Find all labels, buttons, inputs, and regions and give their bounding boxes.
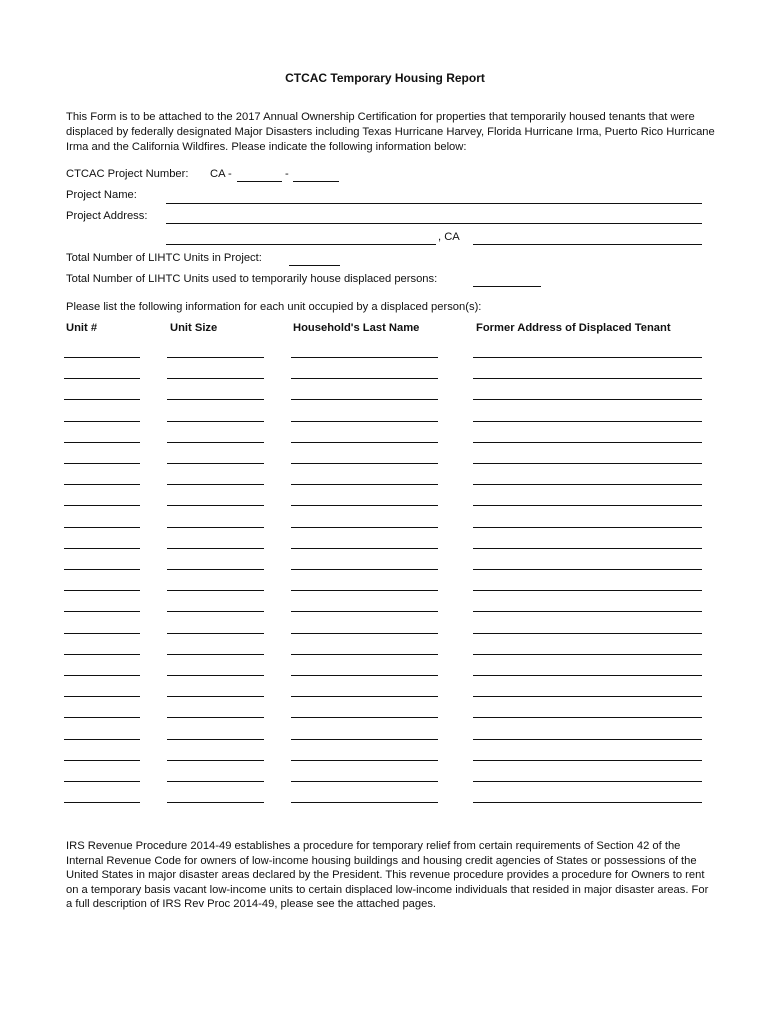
- household-name-input[interactable]: [291, 789, 438, 803]
- former-address-input[interactable]: [473, 789, 702, 803]
- unit-size-input[interactable]: [167, 365, 264, 379]
- household-name-input[interactable]: [291, 768, 438, 782]
- unit-input[interactable]: [64, 789, 140, 803]
- unit-input[interactable]: [64, 577, 140, 591]
- household-name-input[interactable]: [291, 556, 438, 570]
- household-name-input[interactable]: [291, 386, 438, 400]
- former-address-input[interactable]: [473, 408, 702, 422]
- project-number-part2-input[interactable]: [293, 168, 339, 182]
- unit-size-input[interactable]: [167, 556, 264, 570]
- household-name-input[interactable]: [291, 726, 438, 740]
- former-address-input[interactable]: [473, 344, 702, 358]
- total-units-label: Total Number of LIHTC Units in Project:: [66, 252, 262, 264]
- unit-input[interactable]: [64, 514, 140, 528]
- unit-input[interactable]: [64, 598, 140, 612]
- former-address-input[interactable]: [473, 641, 702, 655]
- ca-suffix: , CA: [438, 231, 460, 243]
- former-address-input[interactable]: [473, 598, 702, 612]
- former-address-input[interactable]: [473, 492, 702, 506]
- unit-size-input[interactable]: [167, 450, 264, 464]
- unit-size-input[interactable]: [167, 535, 264, 549]
- unit-input[interactable]: [64, 641, 140, 655]
- unit-input[interactable]: [64, 768, 140, 782]
- column-header-former-address: Former Address of Displaced Tenant: [476, 322, 671, 334]
- project-name-label: Project Name:: [66, 189, 137, 201]
- household-name-input[interactable]: [291, 683, 438, 697]
- former-address-input[interactable]: [473, 556, 702, 570]
- unit-size-input[interactable]: [167, 408, 264, 422]
- unit-size-input[interactable]: [167, 704, 264, 718]
- column-header-unit: Unit #: [66, 322, 98, 334]
- former-address-input[interactable]: [473, 662, 702, 676]
- unit-input[interactable]: [64, 429, 140, 443]
- unit-size-input[interactable]: [167, 683, 264, 697]
- household-name-input[interactable]: [291, 704, 438, 718]
- unit-input[interactable]: [64, 556, 140, 570]
- former-address-input[interactable]: [473, 747, 702, 761]
- household-name-input[interactable]: [291, 747, 438, 761]
- unit-input[interactable]: [64, 535, 140, 549]
- former-address-input[interactable]: [473, 726, 702, 740]
- household-name-input[interactable]: [291, 408, 438, 422]
- project-name-input[interactable]: [166, 190, 702, 204]
- former-address-input[interactable]: [473, 768, 702, 782]
- project-zip-input[interactable]: [473, 231, 702, 245]
- unit-input[interactable]: [64, 344, 140, 358]
- project-number-part1-input[interactable]: [237, 168, 282, 182]
- project-city-input[interactable]: [166, 231, 436, 245]
- unit-size-input[interactable]: [167, 620, 264, 634]
- unit-size-input[interactable]: [167, 641, 264, 655]
- unit-input[interactable]: [64, 471, 140, 485]
- household-name-input[interactable]: [291, 492, 438, 506]
- household-name-input[interactable]: [291, 471, 438, 485]
- household-name-input[interactable]: [291, 620, 438, 634]
- unit-input[interactable]: [64, 450, 140, 464]
- intro-paragraph: This Form is to be attached to the 2017 Annual Ownership Certification for properties that temporarily housed tenants that were displaced by federally designated Major Disasters including Texas Hurricane Harvey, Florida Hurricane Irma, Puerto Rico Hurricane Irma and the California Wildfires. Please indicate the following information below:: [66, 111, 715, 153]
- unit-input[interactable]: [64, 620, 140, 634]
- project-address-line1-input[interactable]: [166, 210, 702, 224]
- unit-size-input[interactable]: [167, 429, 264, 443]
- former-address-input[interactable]: [473, 471, 702, 485]
- household-name-input[interactable]: [291, 662, 438, 676]
- unit-input[interactable]: [64, 365, 140, 379]
- unit-input[interactable]: [64, 492, 140, 506]
- former-address-input[interactable]: [473, 450, 702, 464]
- column-header-unit-size: Unit Size: [170, 322, 218, 334]
- footer-paragraph: IRS Revenue Procedure 2014-49 establishes a procedure for temporary relief from certain requirements of Section 42 of the Internal Revenue Code for owners of low-income housing buildings and housing credit agencies of States or possessions of the United States in major disaster areas declared by the President. This revenue procedure provides a procedure for Owners to rent on a temporary basis vacant low-income units to certain displaced low-income individuals that resided in major disaster areas. For a full description of IRS Rev Proc 2014-49, please see the attached pages.: [66, 840, 709, 911]
- column-header-household: Household's Last Name: [293, 322, 420, 334]
- unit-size-input[interactable]: [167, 768, 264, 782]
- unit-size-input[interactable]: [167, 598, 264, 612]
- former-address-input[interactable]: [473, 620, 702, 634]
- unit-input[interactable]: [64, 683, 140, 697]
- household-name-input[interactable]: [291, 535, 438, 549]
- unit-size-input[interactable]: [167, 386, 264, 400]
- household-name-input[interactable]: [291, 365, 438, 379]
- former-address-input[interactable]: [473, 704, 702, 718]
- unit-input[interactable]: [64, 662, 140, 676]
- former-address-input[interactable]: [473, 386, 702, 400]
- list-instruction: Please list the following information for each unit occupied by a displaced person(s):: [66, 301, 482, 313]
- displaced-units-input[interactable]: [473, 273, 541, 287]
- project-number-label: CTCAC Project Number:: [66, 168, 189, 180]
- project-address-label: Project Address:: [66, 210, 148, 222]
- unit-size-input[interactable]: [167, 514, 264, 528]
- household-name-input[interactable]: [291, 641, 438, 655]
- form-title: CTCAC Temporary Housing Report: [285, 71, 485, 85]
- former-address-input[interactable]: [473, 577, 702, 591]
- displaced-units-label: Total Number of LIHTC Units used to temporarily house displaced persons:: [66, 273, 438, 285]
- unit-size-input[interactable]: [167, 471, 264, 485]
- unit-input[interactable]: [64, 704, 140, 718]
- unit-input[interactable]: [64, 408, 140, 422]
- unit-size-input[interactable]: [167, 747, 264, 761]
- ca-prefix: CA -: [210, 168, 232, 180]
- former-address-input[interactable]: [473, 683, 702, 697]
- former-address-input[interactable]: [473, 429, 702, 443]
- unit-input[interactable]: [64, 386, 140, 400]
- unit-size-input[interactable]: [167, 726, 264, 740]
- household-name-input[interactable]: [291, 450, 438, 464]
- unit-input[interactable]: [64, 726, 140, 740]
- former-address-input[interactable]: [473, 514, 702, 528]
- former-address-input[interactable]: [473, 365, 702, 379]
- unit-size-input[interactable]: [167, 789, 264, 803]
- unit-size-input[interactable]: [167, 492, 264, 506]
- former-address-input[interactable]: [473, 535, 702, 549]
- household-name-input[interactable]: [291, 344, 438, 358]
- household-name-input[interactable]: [291, 598, 438, 612]
- household-name-input[interactable]: [291, 514, 438, 528]
- unit-size-input[interactable]: [167, 577, 264, 591]
- unit-size-input[interactable]: [167, 344, 264, 358]
- household-name-input[interactable]: [291, 577, 438, 591]
- project-number-dash: -: [285, 168, 289, 180]
- total-units-input[interactable]: [289, 252, 340, 266]
- unit-input[interactable]: [64, 747, 140, 761]
- unit-size-input[interactable]: [167, 662, 264, 676]
- household-name-input[interactable]: [291, 429, 438, 443]
